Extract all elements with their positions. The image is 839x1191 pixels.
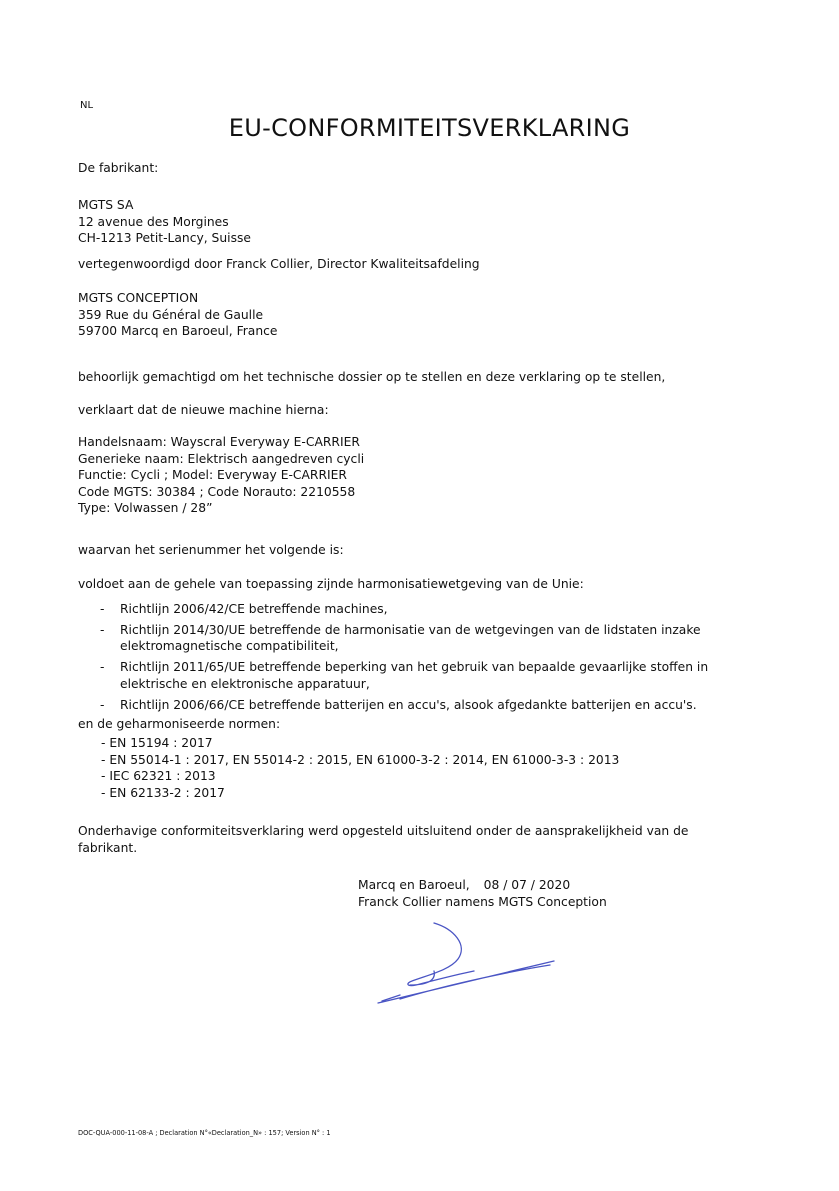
manufacturer-name: MGTS SA xyxy=(78,198,134,212)
conception-street: 359 Rue du Général de Gaulle xyxy=(78,307,264,322)
manufacturer-city: CH-1213 Petit-Lancy, Suisse xyxy=(78,231,251,246)
complies-text: voldoet aan de gehele van toepassing zijnde harmonisatiewetgeving van de Unie: xyxy=(78,577,584,591)
language-code: NL xyxy=(80,100,94,111)
place: Marcq en Baroeul, xyxy=(358,878,470,892)
date: 08 / 07 / 2020 xyxy=(483,878,571,892)
norm-item: - EN 55014-1 : 2017, EN 55014-2 : 2015, EN 61000-3-2 : 2014, EN 61000-3-3 : 2013 xyxy=(101,752,620,767)
page-title: EU-CONFORMITEITSVERKLARING xyxy=(228,114,631,142)
list-dash: - xyxy=(100,622,105,637)
represented-by: vertegenwoordigd door Franck Collier, Director Kwaliteitsafdeling xyxy=(78,257,480,271)
directive-line-continued: elektrische en elektronische apparatuur, xyxy=(120,676,370,691)
norm-item: - EN 62133-2 : 2017 xyxy=(101,785,225,800)
product-type: Type: Volwassen / 28” xyxy=(78,501,213,516)
footer-reference: DOC-QUA-000-11-08-A ; Declaration N°«Declaration_N» : 157; Version N° : 1 xyxy=(78,1129,331,1137)
generic-name: Generieke naam: Elektrisch aangedreven cycli xyxy=(78,451,365,466)
machine-details xyxy=(78,434,364,517)
conception-address xyxy=(78,290,277,340)
handwritten-signature xyxy=(370,915,570,1015)
norm-item: - EN 15194 : 2017 xyxy=(101,736,213,750)
place-date-line xyxy=(358,877,607,894)
signature-block xyxy=(358,877,607,910)
directive-item xyxy=(78,659,708,692)
product-codes: Code MGTS: 30384 ; Code Norauto: 2210558 xyxy=(78,484,356,499)
directive-item xyxy=(78,697,708,714)
list-dash: - xyxy=(100,602,105,616)
manufacturer-address xyxy=(78,197,251,247)
list-dash: - xyxy=(100,660,105,675)
directive-line: Richtlijn 2011/65/UE betreffende beperking van het gebruik van bepaalde gevaarlijke stoffen in xyxy=(120,660,709,675)
directive-line: Richtlijn 2006/42/CE betreffende machines, xyxy=(120,602,388,616)
responsibility-line: Onderhavige conformiteitsverklaring werd opgesteld uitsluitend onder de aansprakelijkheid van de xyxy=(78,824,689,838)
norms-label: en de geharmoniseerde normen: xyxy=(78,717,281,731)
list-dash: - xyxy=(100,697,105,712)
signatory: Franck Collier namens MGTS Conception xyxy=(358,894,607,909)
manufacturer-label: De fabrikant: xyxy=(78,161,159,175)
directive-line: Richtlijn 2006/66/CE betreffende batterijen en accu's, alsook afgedankte batterijen en accu's. xyxy=(120,697,697,712)
directive-line-continued: elektromagnetische compatibiliteit, xyxy=(120,639,339,654)
conception-city: 59700 Marcq en Baroeul, France xyxy=(78,324,278,339)
function-model: Functie: Cycli ; Model: Everyway E-CARRIER xyxy=(78,468,347,483)
trade-name: Handelsnaam: Wayscral Everyway E-CARRIER xyxy=(78,435,360,449)
conception-name: MGTS CONCEPTION xyxy=(78,291,199,305)
directives-list xyxy=(78,601,708,718)
responsibility-text xyxy=(78,823,689,856)
directive-line: Richtlijn 2014/30/UE betreffende de harmonisatie van de wetgevingen van de lidstaten inzake xyxy=(120,622,701,637)
declares-text: verklaart dat de nieuwe machine hierna: xyxy=(78,403,329,417)
manufacturer-street: 12 avenue des Morgines xyxy=(78,214,229,229)
serial-text: waarvan het serienummer het volgende is: xyxy=(78,543,344,557)
norms-list xyxy=(101,735,619,801)
responsibility-line-continued: fabrikant. xyxy=(78,840,138,855)
norm-item: - IEC 62321 : 2013 xyxy=(101,769,216,784)
authorized-text: behoorlijk gemachtigd om het technische dossier op te stellen en deze verklaring op te stellen, xyxy=(78,370,666,384)
directive-item xyxy=(78,601,708,618)
directive-item xyxy=(78,622,708,655)
